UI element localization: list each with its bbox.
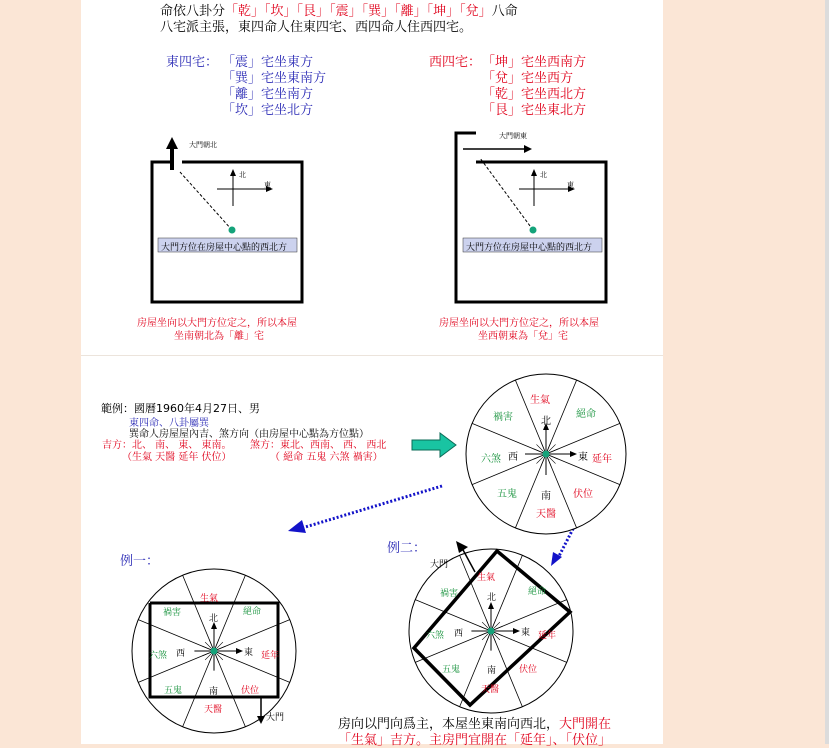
trigram-zhen: 「震」 — [329, 4, 362, 19]
star-yannian: 延年 — [261, 651, 280, 661]
example-lucky-stars: （生氣 天醫 延年 伏位） — [122, 452, 232, 463]
door-position-note: 大門方位在房屋中心點的西北方 — [466, 243, 593, 253]
trigram-kun: 「坤」 — [426, 4, 460, 19]
bottom-line2: 「生氣」吉方。主房門宜開在「延年」、「伏位」 — [338, 733, 612, 748]
east-item: 「震」宅坐東方 — [222, 55, 314, 70]
compass-north: 北 — [487, 593, 497, 603]
star-shengqi: 生氣 — [200, 594, 219, 604]
star-wugui: 五鬼 — [164, 686, 183, 696]
star-shengqi: 生氣 — [477, 573, 496, 583]
intro-prefix: 命依八卦分 — [160, 4, 226, 19]
example-lucky: 吉方：北、 南、 東、 東南。 — [102, 440, 232, 451]
bottom-line1-text: 房向以門向爲主，本屋坐東南向西北， — [338, 717, 560, 732]
star-tianyi: 天醫 — [204, 705, 223, 715]
star-huohai: 禍害 — [163, 608, 182, 618]
example-unlucky: 煞方：東北、西南、 西、 西北 — [250, 440, 387, 451]
compass-west: 西 — [508, 452, 518, 463]
door-label: 大門 — [266, 713, 285, 723]
star-jueming: 絕命 — [243, 607, 262, 617]
star-wugui: 五鬼 — [497, 489, 517, 500]
star-shengqi: 生氣 — [530, 395, 550, 406]
east-label: 東 — [567, 181, 574, 189]
star-jueming: 絕命 — [528, 587, 547, 597]
caption-left-line1: 房屋坐向以大門方位定之，所以本屋 — [137, 318, 297, 329]
example-line2: 東四命、八卦屬巽 — [129, 418, 209, 429]
door-label: 大門 — [430, 560, 449, 570]
compass-south: 南 — [541, 491, 551, 502]
trigram-qian: 「乾」 — [225, 4, 265, 19]
star-huohai: 禍害 — [493, 412, 513, 423]
caption-right-line2: 坐西朝東為「兌」宅 — [478, 331, 568, 342]
star-yannian: 延年 — [592, 454, 612, 465]
star-huohai: 禍害 — [440, 589, 459, 599]
center-point — [543, 451, 550, 458]
west-label: 西四宅： — [429, 55, 482, 70]
star-tianyi: 天醫 — [481, 685, 500, 695]
west-item: 「乾」宅坐西北方 — [482, 87, 587, 102]
north-label: 北 — [239, 171, 246, 179]
door-arrow-head — [456, 541, 468, 553]
compass-south: 南 — [487, 666, 497, 676]
compass-east: 東 — [244, 648, 254, 658]
trigram-dui: 「兌」 — [459, 4, 492, 19]
center-point — [211, 648, 218, 655]
star-liusha: 六煞 — [481, 454, 501, 465]
door-position-note: 大門方位在房屋中心點的西北方 — [161, 243, 288, 253]
intro-line2: 八宅派主張，東四命人住東四宅、西四命人住西四宅。 — [160, 20, 473, 35]
east-item: 「離」宅坐南方 — [222, 87, 314, 102]
door-direction-label: 大門朝北 — [189, 141, 217, 149]
example-line3: 巽命人房屋屋內吉、煞方向（由房屋中心點為方位點） — [129, 429, 369, 440]
example-line1: 範例：國曆1960年4月27日、男 — [101, 402, 260, 415]
door-direction-label: 大門朝東 — [499, 132, 527, 140]
example2-title: 例二： — [387, 541, 427, 556]
example-unlucky-stars: （ 絕命 五鬼 六煞 禍害） — [270, 452, 383, 463]
star-tianyi: 天醫 — [536, 509, 556, 520]
compass-south: 南 — [209, 687, 219, 697]
trigram-gen: 「艮」 — [296, 4, 330, 19]
north-label: 北 — [540, 171, 547, 179]
center-point — [488, 628, 495, 635]
star-jueming: 絕命 — [576, 409, 596, 420]
star-fuwei: 伏位 — [519, 665, 538, 675]
east-item: 「坎」宅坐北方 — [222, 103, 314, 118]
star-fuwei: 伏位 — [241, 686, 260, 696]
star-fuwei: 伏位 — [573, 489, 593, 500]
star-liusha: 六煞 — [426, 631, 445, 641]
west-item: 「艮」宅坐東北方 — [482, 103, 587, 118]
caption-left-line2: 坐南朝北為「離」宅 — [174, 331, 264, 342]
compass-north: 北 — [541, 416, 551, 427]
star-liusha: 六煞 — [149, 651, 168, 661]
compass-east: 東 — [578, 452, 588, 463]
east-label: 東四宅： — [166, 55, 219, 70]
compass-east: 東 — [521, 628, 531, 638]
trigram-kan: 「坎」 — [264, 4, 297, 19]
compass-west: 西 — [454, 629, 464, 639]
east-label: 東 — [264, 181, 271, 189]
trigram-li: 「離」 — [394, 4, 427, 19]
compass-west: 西 — [176, 649, 186, 659]
caption-right-line1: 房屋坐向以大門方位定之，所以本屋 — [439, 318, 599, 329]
star-yannian: 延年 — [538, 631, 557, 641]
west-item: 「兌」宅坐西方 — [482, 71, 574, 86]
example1-title: 例一： — [120, 554, 160, 569]
west-item: 「坤」宅坐西南方 — [482, 55, 587, 70]
star-wugui: 五鬼 — [442, 665, 461, 675]
east-item: 「巽」宅坐東南方 — [222, 71, 327, 86]
intro-suffix: 八命 — [491, 4, 518, 19]
compass-north: 北 — [209, 614, 219, 624]
trigram-xun: 「巽」 — [361, 4, 395, 19]
bottom-line1-red: 大門開在 — [559, 717, 612, 732]
